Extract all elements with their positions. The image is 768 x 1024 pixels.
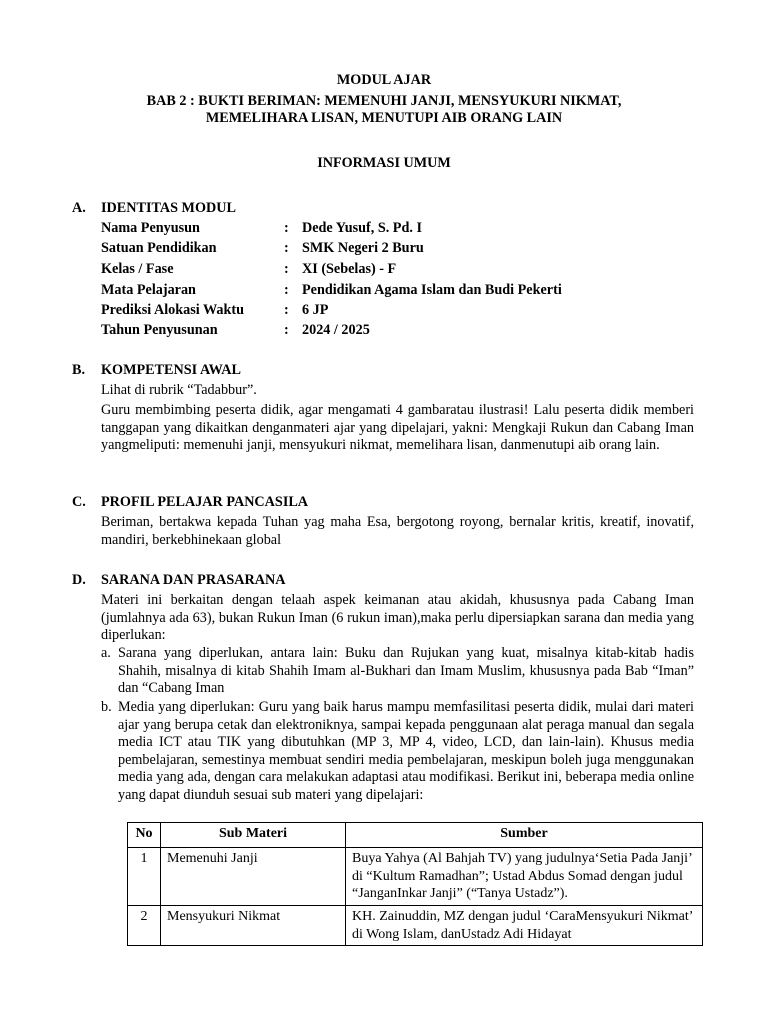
list-item <box>101 645 694 698</box>
cell-sub-materi: Memenuhi Janji <box>161 848 346 906</box>
table-row <box>128 848 703 906</box>
section-c-paragraph: Beriman, bertakwa kepada Tuhan yag maha Esa, bergotong royong, bernalar kritis, kreatif, inovatif, mandiri, berkebhinekaan global <box>101 514 694 548</box>
identity-value: XI (Sebelas) - F <box>302 261 397 277</box>
column-header-sub-materi: Sub Materi <box>161 823 346 848</box>
identity-separator: : <box>284 261 289 277</box>
identity-value: Dede Yusuf, S. Pd. I <box>302 220 422 236</box>
table-header-row <box>128 823 703 848</box>
cell-no: 2 <box>128 906 161 946</box>
section-b-letter: B. <box>72 362 86 378</box>
list-marker: b. <box>101 699 112 715</box>
section-c-letter: C. <box>72 494 86 510</box>
cell-sub-materi: Mensyukuri Nikmat <box>161 906 346 946</box>
chapter-title-line-2: MEMELIHARA LISAN, MENUTUPI AIB ORANG LAIN <box>205 110 563 126</box>
list-item-text: Sarana yang diperlukan, antara lain: Buku dan Rujukan yang kuat, misalnya kitab-kitab hadis Shahih, misalnya di kitab Shahih Imam al-Bukhari dan Imam Muslim, khususnya pada Bab “Iman” dan “Cabang Iman <box>118 645 694 696</box>
chapter-title-line-1: BAB 2 : BUKTI BERIMAN: MEMENUHI JANJI, MENSYUKURI NIKMAT, <box>146 93 622 109</box>
document-title: MODUL AJAR <box>336 72 432 88</box>
chapter-title <box>100 93 668 127</box>
identity-separator: : <box>284 302 289 318</box>
column-header-no: No <box>128 823 161 848</box>
section-c-title: PROFIL PELAJAR PANCASILA <box>101 494 309 510</box>
identity-label: Mata Pelajaran <box>101 282 196 298</box>
section-d-title: SARANA DAN PRASARANA <box>101 572 286 588</box>
section-d-letter: D. <box>72 572 86 588</box>
section-b-paragraph-1: Lihat di rubrik “Tadabbur”. <box>101 382 257 398</box>
identity-label: Kelas / Fase <box>101 261 174 277</box>
identity-label: Prediksi Alokasi Waktu <box>101 302 244 318</box>
identity-separator: : <box>284 282 289 298</box>
identity-value: SMK Negeri 2 Buru <box>302 240 424 256</box>
identity-separator: : <box>284 240 289 256</box>
section-b-title: KOMPETENSI AWAL <box>101 362 241 378</box>
identity-label: Tahun Penyusunan <box>101 322 218 338</box>
list-item-text: Media yang diperlukan: Guru yang baik harus mampu memfasilitasi peserta didik, mulai dari materi ajar yang berupa cetak dan elektroniknya, sampai kepada penggunaan alat peraga manual dan segala media ICT atau TIK yang dibutuhkan (MP 3, MP 4, video, LCD, dan lain-lain). Khusus media pembelajaran, semestinya membuat sendiri media pembelajaran, meskipun boleh juga menggunakan media yang ada, dengan cara melakukan adaptasi atau modifikasi. Berikut ini, beberapa media online yang dapat diunduh sesuai sub materi yang dipelajari: <box>118 699 694 803</box>
section-d-intro: Materi ini berkaitan dengan telaah aspek keimanan atau akidah, khususnya pada Cabang Iman (jumlahnya ada 63), bukan Rukun Iman (6 rukun iman),maka perlu dipersiapkan sarana dan media yang diperlukan: <box>101 592 694 643</box>
media-table <box>127 822 703 946</box>
identity-label: Nama Penyusun <box>101 220 200 236</box>
info-heading: INFORMASI UMUM <box>317 155 451 171</box>
cell-sumber: KH. Zainuddin, MZ dengan judul ‘CaraMensyukuri Nikmat’ di Wong Islam, danUstadz Adi Hidayat <box>346 906 703 946</box>
identity-value: 6 JP <box>302 302 329 318</box>
section-b-paragraph-2: Guru membimbing peserta didik, agar mengamati 4 gambaratau ilustrasi! Lalu peserta didik memberi tanggapan yang dikaitkan denganmateri ajar yang dipelajari, yakni: Mengkaji Rukun dan Cabang Iman yangmeliputi: memenuhi janji, mensyukuri nikmat, memelihara lisan, danmenutupi aib orang lain. <box>101 402 694 453</box>
list-item <box>101 699 694 804</box>
section-a-letter: A. <box>72 200 86 216</box>
table-row <box>128 906 703 946</box>
list-marker: a. <box>101 645 111 661</box>
identity-separator: : <box>284 322 289 338</box>
section-a-title: IDENTITAS MODUL <box>101 200 236 216</box>
identity-label: Satuan Pendidikan <box>101 240 217 256</box>
cell-no: 1 <box>128 848 161 906</box>
identity-value: Pendidikan Agama Islam dan Budi Pekerti <box>302 282 562 298</box>
column-header-sumber: Sumber <box>346 823 703 848</box>
identity-separator: : <box>284 220 289 236</box>
identity-value: 2024 / 2025 <box>302 322 370 338</box>
cell-sumber: Buya Yahya (Al Bahjah TV) yang judulnya‘Setia Pada Janji’ di “Kultum Ramadhan”; Ustad Abdus Somad dengan judul “JanganInkar Janji” (“Tanya Ustadz”). <box>346 848 703 906</box>
